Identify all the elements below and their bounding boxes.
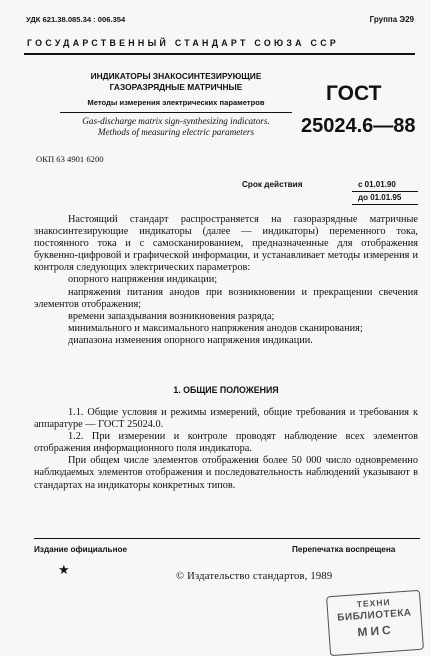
standard-banner: ГОСУДАРСТВЕННЫЙ СТАНДАРТ СОЮЗА ССР	[27, 38, 340, 48]
section-heading: 1. ОБЩИЕ ПОЛОЖЕНИЯ	[173, 385, 279, 395]
intro-item: диапазона изменения опорного напряжения индикации.	[68, 334, 313, 346]
udk-code: УДК 621.38.085.34 : 006.354	[26, 15, 126, 24]
validity-from: с 01.01.90	[358, 180, 396, 189]
official-edition-label: Издание официальное	[34, 545, 128, 554]
validity-from-underline	[352, 191, 418, 192]
group-code: Группа Э29	[369, 15, 414, 24]
clause-1-2-continuation: При общем числе элементов отображения более 50 000 число одновременно наблюдаемых элементов отображения и последовательность наблюдений указывают в стандартах на индикаторы конкретных типов.	[34, 455, 418, 491]
header-rule	[24, 53, 415, 55]
gost-number: 25024.6—88	[301, 115, 416, 137]
validity-label: Срок действия	[242, 180, 303, 189]
title-en-line1: Gas-discharge matrix sign-synthesizing indicators.	[82, 116, 270, 126]
library-stamp	[326, 590, 424, 656]
intro-item: опорного напряжения индикации;	[68, 274, 218, 286]
clause-1-2: 1.2. При измерении и контроле проводят наблюдение всех элементов отображения информационного поля индикатора.	[34, 431, 418, 455]
title-en	[60, 116, 292, 137]
okp-code: ОКП 63 4901 6200	[36, 154, 104, 164]
validity-to: до 01.01.95	[358, 193, 402, 202]
title-ru-subtitle: Методы измерения электрических параметров	[87, 98, 265, 107]
reprint-notice: Перепечатка воспрещена	[292, 545, 396, 554]
title-ru	[66, 71, 286, 93]
stamp-line1: ТЕХНИ	[356, 596, 391, 610]
intro-block	[34, 214, 418, 347]
section-body	[34, 407, 418, 492]
title-ru-line1: ИНДИКАТОРЫ ЗНАКОСИНТЕЗИРУЮЩИЕ	[90, 71, 262, 81]
intro-item: минимального и максимального напряжения анодов сканирования;	[68, 322, 363, 334]
star-icon: ★	[58, 562, 70, 577]
stamp-line3: МИС	[356, 622, 395, 640]
title-separator	[60, 112, 292, 113]
footer-rule	[34, 538, 420, 539]
validity-to-underline	[352, 204, 418, 205]
stamp-line2: БИБЛИОТЕКА	[336, 607, 412, 624]
gost-label: ГОСТ	[326, 82, 382, 105]
publisher-copyright: © Издательство стандартов, 1989	[176, 571, 333, 582]
clause-1-1: 1.1. Общие условия и режимы измерений, общие требования и требования к аппаратуре — ГОСТ 25024.0.	[34, 407, 418, 431]
intro-paragraph: Настоящий стандарт распространяется на газоразрядные матричные знакосинтезирующие индикаторы (далее — индикаторы) переменного тока, постоянного тока и с самосканированием, предназначенные для отображения буквенно-цифровой и графической информации, и устанавливает методы измерения и контроля следующих электрических параметров:	[34, 214, 418, 274]
intro-item: времени запаздывания возникновения разряда;	[68, 310, 275, 322]
intro-item: напряжения питания анодов при возникновении и прекращении свечения элементов отображения;	[34, 286, 418, 310]
title-en-line2: Methods of measuring electric parameters	[97, 126, 255, 137]
title-ru-line2: ГАЗОРАЗРЯДНЫЕ МАТРИЧНЫЕ	[109, 82, 243, 92]
